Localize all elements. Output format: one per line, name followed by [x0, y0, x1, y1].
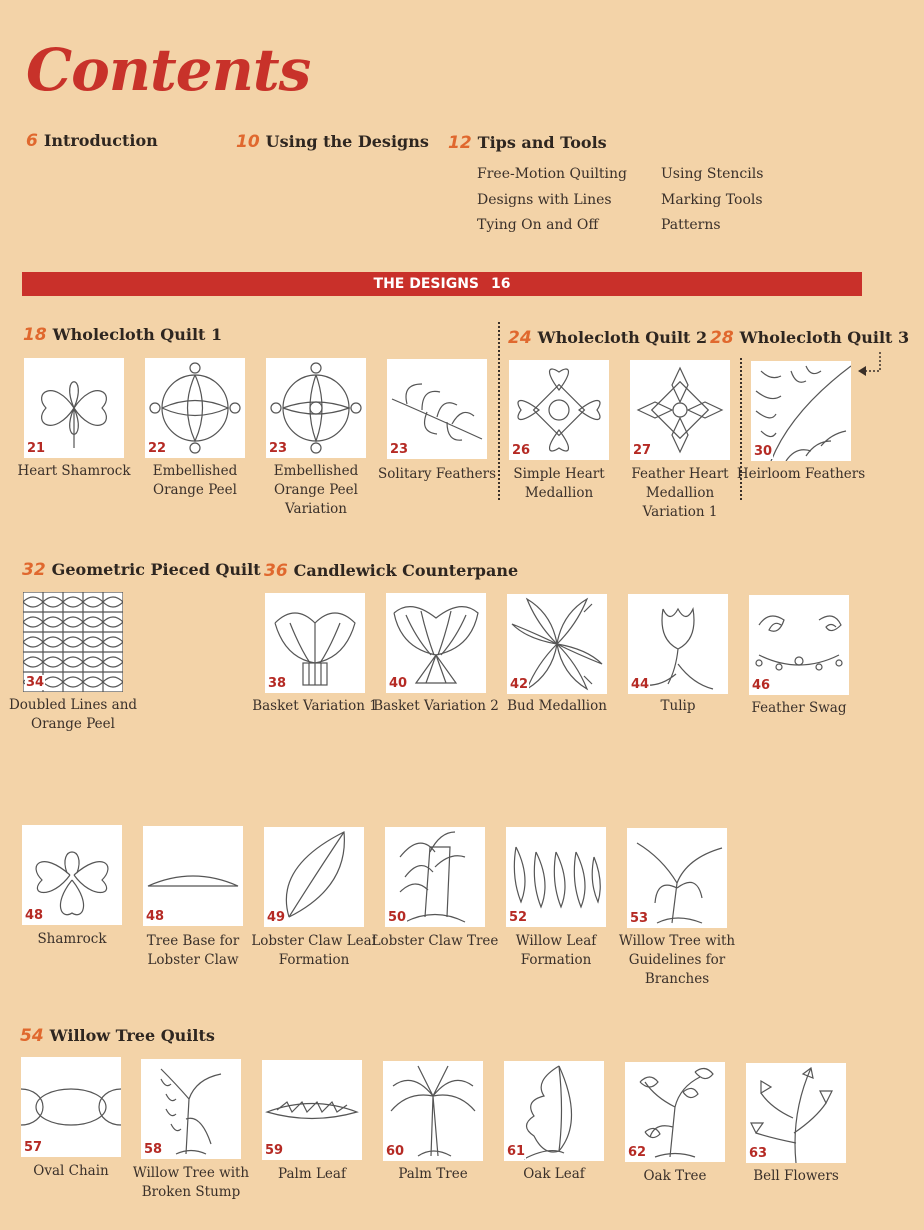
section-number: 6	[26, 131, 38, 151]
design-caption[interactable]: Willow Tree with Guidelines for Branches	[618, 933, 736, 987]
design-page-number: 21	[27, 441, 46, 456]
design-page-number: 22	[148, 441, 167, 456]
design-caption[interactable]: Heirloom Feathers	[736, 466, 866, 482]
section-label: Tips and Tools	[477, 133, 607, 152]
design-page-number: 23	[269, 441, 288, 456]
design-caption[interactable]: Oval Chain	[33, 1163, 109, 1179]
design-tile[interactable]	[383, 1061, 483, 1161]
design-page-number: 59	[265, 1143, 284, 1158]
design-tile[interactable]	[143, 826, 243, 926]
design-caption[interactable]: Embellished Orange Peel	[152, 463, 238, 498]
design-page-number: 23	[390, 442, 409, 457]
page-title: Contents	[26, 36, 311, 104]
section-label: Geometric Pieced Quilt	[51, 560, 261, 579]
design-caption[interactable]: Palm Tree	[398, 1166, 468, 1182]
banner-number: 16	[491, 276, 511, 292]
section-label: Using the Designs	[265, 132, 429, 151]
design-page-number: 63	[749, 1146, 768, 1161]
design-caption[interactable]: Basket Variation 2	[373, 698, 499, 714]
design-caption[interactable]: Feather Heart Medallion Variation 1	[631, 466, 729, 520]
design-tile[interactable]	[385, 827, 485, 927]
design-page-number: 27	[633, 443, 652, 458]
design-page-number: 40	[389, 676, 408, 691]
section-wholecloth-quilt-2[interactable]	[508, 328, 707, 348]
design-tile[interactable]	[625, 1062, 725, 1162]
design-page-number: 62	[628, 1145, 647, 1160]
design-tile[interactable]	[627, 828, 727, 928]
design-tile[interactable]	[22, 825, 122, 925]
section-label: Wholecloth Quilt 1	[52, 325, 223, 344]
design-tile[interactable]	[506, 827, 606, 927]
design-caption[interactable]: Basket Variation 1	[252, 698, 378, 714]
design-caption[interactable]: Simple Heart Medallion	[513, 466, 605, 501]
design-tile[interactable]	[628, 594, 728, 694]
section-number: 36	[264, 561, 288, 581]
design-caption[interactable]: Lobster Claw Leaf Formation	[251, 933, 377, 968]
tip-item[interactable]: Marking Tools	[661, 191, 763, 208]
design-tile[interactable]	[386, 593, 486, 693]
section-tips-and-tools[interactable]	[448, 133, 607, 153]
design-caption[interactable]: Palm Leaf	[278, 1166, 346, 1182]
section-number: 32	[22, 560, 46, 580]
section-wholecloth-quilt-1[interactable]	[23, 325, 222, 345]
tip-item[interactable]: Patterns	[661, 217, 721, 233]
design-tile[interactable]	[746, 1063, 846, 1163]
design-tile[interactable]	[21, 1057, 121, 1157]
section-number: 10	[236, 132, 260, 152]
design-tile[interactable]	[145, 358, 245, 458]
design-caption[interactable]: Oak Tree	[643, 1168, 707, 1184]
section-label: Introduction	[43, 131, 158, 150]
design-tile[interactable]	[23, 592, 123, 692]
design-caption[interactable]: Willow Leaf Formation	[515, 933, 597, 968]
tip-item[interactable]: Tying On and Off	[477, 217, 599, 233]
design-page-number: 42	[510, 677, 529, 692]
section-willow-tree-quilts[interactable]	[20, 1026, 215, 1046]
designs-banner[interactable]	[22, 272, 862, 296]
design-page-number: 61	[507, 1144, 526, 1159]
section-number: 24	[508, 328, 532, 348]
section-label: Wholecloth Quilt 3	[739, 328, 910, 347]
design-tile[interactable]	[749, 595, 849, 695]
section-number: 28	[710, 328, 734, 348]
design-caption[interactable]: Heart Shamrock	[17, 463, 131, 479]
design-tile[interactable]	[507, 594, 607, 694]
design-page-number: 34	[26, 675, 45, 690]
design-page-number: 48	[146, 909, 165, 924]
design-caption[interactable]: Tree Base for Lobster Claw	[146, 933, 240, 968]
section-introduction[interactable]	[26, 131, 158, 151]
section-number: 12	[448, 133, 472, 153]
design-page-number: 50	[388, 910, 407, 925]
design-caption[interactable]: Bud Medallion	[507, 698, 607, 714]
design-page-number: 30	[754, 444, 773, 459]
design-caption[interactable]: Lobster Claw Tree	[371, 933, 499, 949]
design-tile[interactable]	[751, 361, 851, 461]
design-page-number: 46	[752, 678, 771, 693]
design-caption[interactable]: Solitary Feathers	[377, 466, 496, 482]
tips-list-left	[477, 162, 627, 239]
tip-item[interactable]: Designs with Lines	[477, 191, 612, 208]
section-label: Candlewick Counterpane	[293, 561, 519, 580]
design-caption[interactable]: Willow Tree with Broken Stump	[132, 1165, 250, 1200]
design-tile[interactable]	[387, 359, 487, 459]
design-page-number: 38	[268, 676, 287, 691]
section-candlewick-counterpane[interactable]	[264, 561, 518, 581]
design-tile[interactable]	[265, 593, 365, 693]
design-tile[interactable]	[264, 827, 364, 927]
design-caption[interactable]: Shamrock	[37, 931, 107, 947]
tips-list-right	[661, 162, 763, 239]
design-page-number: 58	[144, 1142, 163, 1157]
section-number: 54	[20, 1026, 44, 1046]
design-caption[interactable]: Doubled Lines and Orange Peel	[8, 697, 138, 732]
design-caption[interactable]: Tulip	[660, 698, 696, 714]
banner-label: THE DESIGNS	[373, 276, 479, 292]
design-page-number: 57	[24, 1140, 43, 1155]
design-tile[interactable]	[630, 360, 730, 460]
design-caption[interactable]: Bell Flowers	[753, 1168, 839, 1184]
design-tile[interactable]	[262, 1060, 362, 1160]
design-page-number: 49	[267, 910, 286, 925]
section-number: 18	[23, 325, 47, 345]
section-using-the-designs[interactable]	[236, 132, 429, 152]
design-page-number: 60	[386, 1144, 405, 1159]
design-page-number: 44	[631, 677, 650, 692]
section-wholecloth-quilt-3[interactable]	[710, 328, 909, 348]
design-page-number: 53	[630, 911, 649, 926]
design-tile[interactable]	[504, 1061, 604, 1161]
design-tile[interactable]	[509, 360, 609, 460]
design-tile[interactable]	[266, 358, 366, 458]
design-page-number: 26	[512, 443, 531, 458]
section-geometric-pieced-quilt[interactable]	[22, 560, 261, 580]
design-tile[interactable]	[141, 1059, 241, 1159]
design-caption[interactable]: Oak Leaf	[523, 1166, 585, 1182]
design-tile[interactable]	[24, 358, 124, 458]
section-label: Wholecloth Quilt 2	[537, 328, 708, 347]
design-page-number: 52	[509, 910, 528, 925]
design-caption[interactable]: Embellished Orange Peel Variation	[273, 463, 359, 517]
arrow-left-icon	[856, 352, 886, 378]
design-page-number: 48	[25, 908, 44, 923]
design-caption[interactable]: Feather Swag	[751, 700, 847, 716]
tip-item[interactable]: Using Stencils	[661, 166, 764, 182]
section-label: Willow Tree Quilts	[49, 1026, 215, 1045]
tip-item[interactable]: Free-Motion Quilting	[477, 166, 628, 182]
